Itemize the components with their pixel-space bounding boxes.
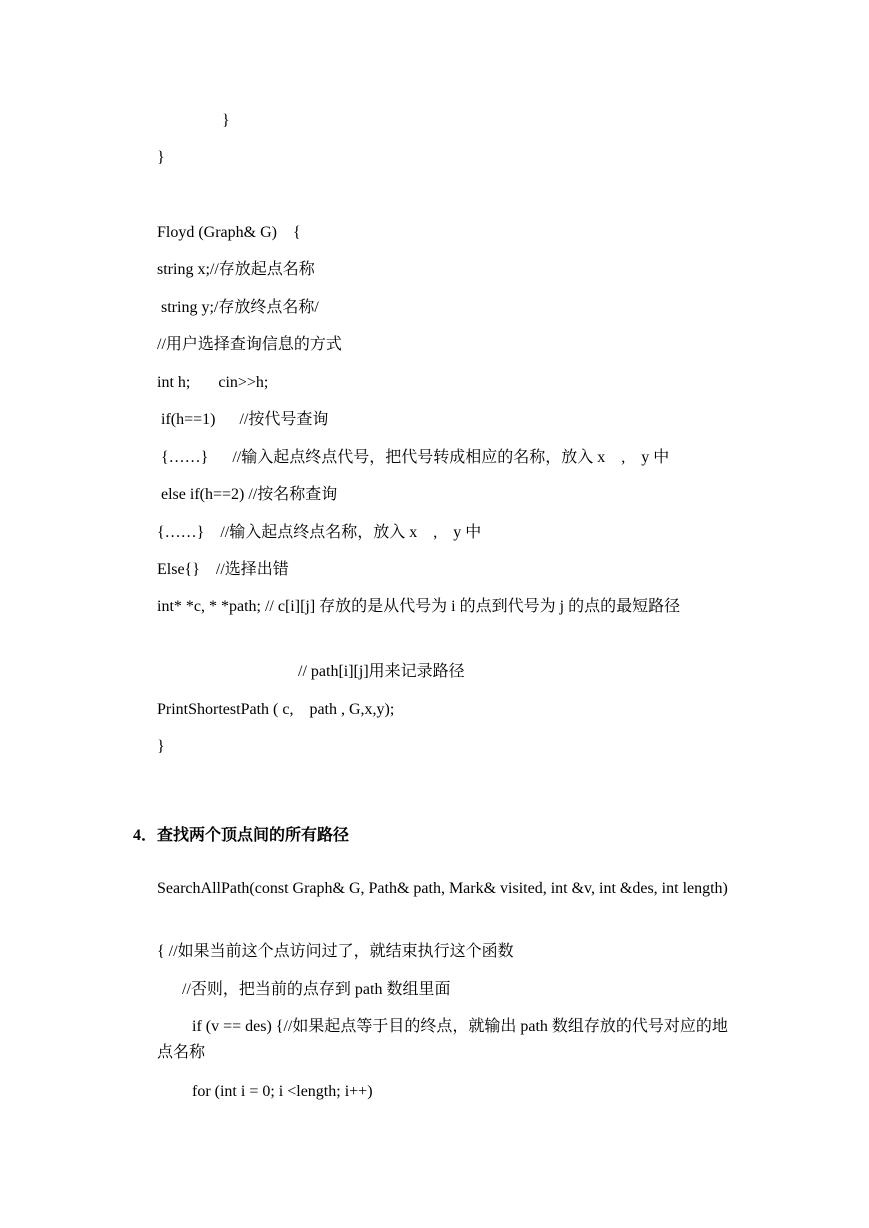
closing-brace: } xyxy=(157,149,165,166)
code-line: string x;//存放起点名称 xyxy=(157,261,315,278)
code-line-wrapped: SearchAllPath(const Graph& G, Path& path, Mark& visited, int &v, int &des, int length) xyxy=(157,880,728,897)
code-line: //否则，把当前的点存到 path 数组里面 xyxy=(182,981,451,998)
code-line-wrapped: int* *c, * *path; // c[i][j] 存放的是从代号为 i 的点到代号为 j 的点的最短路径 xyxy=(157,598,681,615)
code-line: string y;/存放终点名称/ xyxy=(157,299,319,316)
code-line: PrintShortestPath ( c, path , G,x,y); xyxy=(157,701,395,718)
code-line: else if(h==2) //按名称查询 xyxy=(157,486,338,503)
code-line: if(h==1) //按代号查询 xyxy=(157,411,329,428)
section-heading: 4．查找两个顶点间的所有路径 xyxy=(133,827,350,844)
code-line: Floyd (Graph& G) { xyxy=(157,224,301,241)
code-line: Else{} //选择出错 xyxy=(157,561,289,578)
code-line: for (int i = 0; i <length; i++) xyxy=(192,1083,373,1100)
closing-brace: } xyxy=(157,738,165,755)
code-line: {……} //输入起点终点名称，放入 x , y 中 xyxy=(157,524,482,541)
code-line: { //如果当前这个点访问过了，就结束执行这个函数 xyxy=(157,943,514,960)
code-line: int h; cin>>h; xyxy=(157,374,269,391)
code-line-wrapped: if (v == des) {//如果起点等于目的终点，就输出 path 数组存放的代号对应的地点名称 xyxy=(157,1018,728,1061)
closing-brace: } xyxy=(222,112,230,129)
code-line: {……} //输入起点终点代号，把代号转成相应的名称，放入 x , y 中 xyxy=(157,449,670,466)
code-line: //用户选择查询信息的方式 xyxy=(157,336,342,353)
code-line: // path[i][j]用来记录路径 xyxy=(298,663,465,680)
